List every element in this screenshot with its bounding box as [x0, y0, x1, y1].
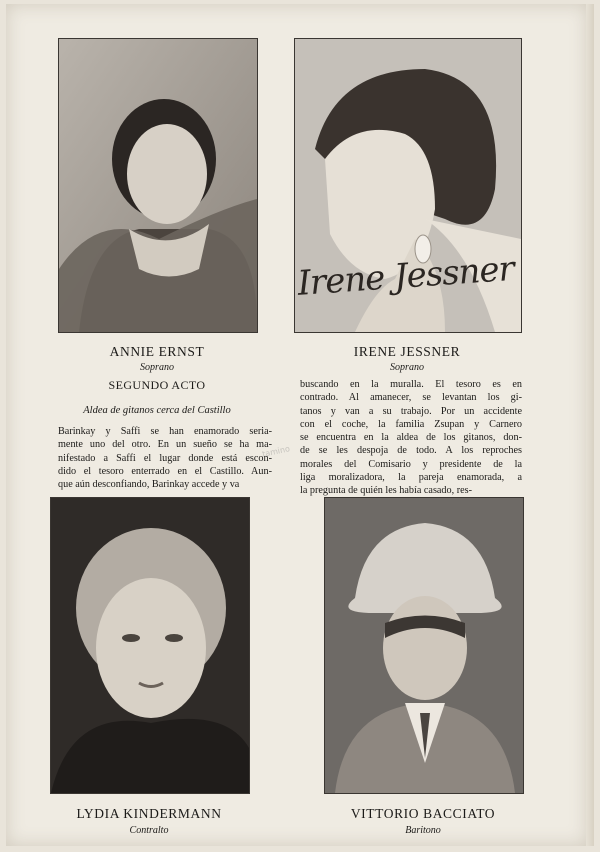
synopsis-line: dido el tesoro enterrado en el Castillo. Aun-	[58, 465, 272, 477]
photo-vittorio-bacciato	[324, 497, 524, 794]
caption-voice-lydia-kindermann: Contralto	[129, 825, 169, 836]
act-setting: Aldea de gitanos cerca del Castillo	[83, 405, 231, 416]
caption-name-lydia-kindermann: LYDIA KINDERMANN	[76, 806, 222, 821]
watermark: tamino	[261, 444, 291, 459]
caption-name-irene-jessner: IRENE JESSNER	[353, 344, 461, 359]
synopsis-line: la pregunta de quién les había casado, res-	[300, 485, 472, 497]
synopsis-line: de se les despoja de todo. A los reproches	[300, 445, 522, 457]
caption-voice-vittorio-bacciato: Baritono	[405, 825, 441, 836]
signature-irene-jessner: Irene Jessner	[296, 248, 516, 304]
caption-name-vittorio-bacciato: VITTORIO BACCIATO	[350, 806, 496, 821]
synopsis-right-column	[300, 378, 522, 498]
caption-name-annie-ernst: ANNIE ERNST	[109, 344, 205, 359]
synopsis-line: morales del Comisario y presidente de la	[300, 458, 522, 470]
synopsis-line: buscando en la muralla. El tesoro es en	[300, 379, 522, 390]
synopsis-line: tanos y van a su trabajo. Por un accidente	[300, 405, 522, 417]
synopsis-line: liga moralizadora, la pareja enamorada, a	[300, 472, 522, 484]
synopsis-line: que aún desconfiando, Barinkay accede y va	[58, 479, 240, 491]
act-title: SEGUNDO ACTO	[108, 378, 206, 392]
photo-lydia-kindermann	[50, 497, 250, 794]
caption-voice-irene-jessner: Soprano	[390, 362, 424, 373]
synopsis-line: mente uno del otro. En un sueño se ha ma-	[58, 439, 272, 451]
caption-voice-annie-ernst: Soprano	[140, 362, 174, 373]
page-edge	[586, 4, 594, 846]
synopsis-line: con el coche, la familia Zsupan y Carnero	[300, 418, 522, 430]
synopsis-line: contrado. Al amanecer, se levantan los gi-	[300, 392, 522, 404]
synopsis-left-column	[58, 425, 272, 491]
synopsis-line: Barinkay y Saffi se han enamorado seria-	[58, 426, 272, 437]
synopsis-line: nifestado a Saffi el lugar donde está escon-	[58, 452, 272, 464]
photo-annie-ernst	[58, 38, 258, 333]
synopsis-line: se encuentra en la aldea de los gitanos, don-	[300, 432, 522, 444]
